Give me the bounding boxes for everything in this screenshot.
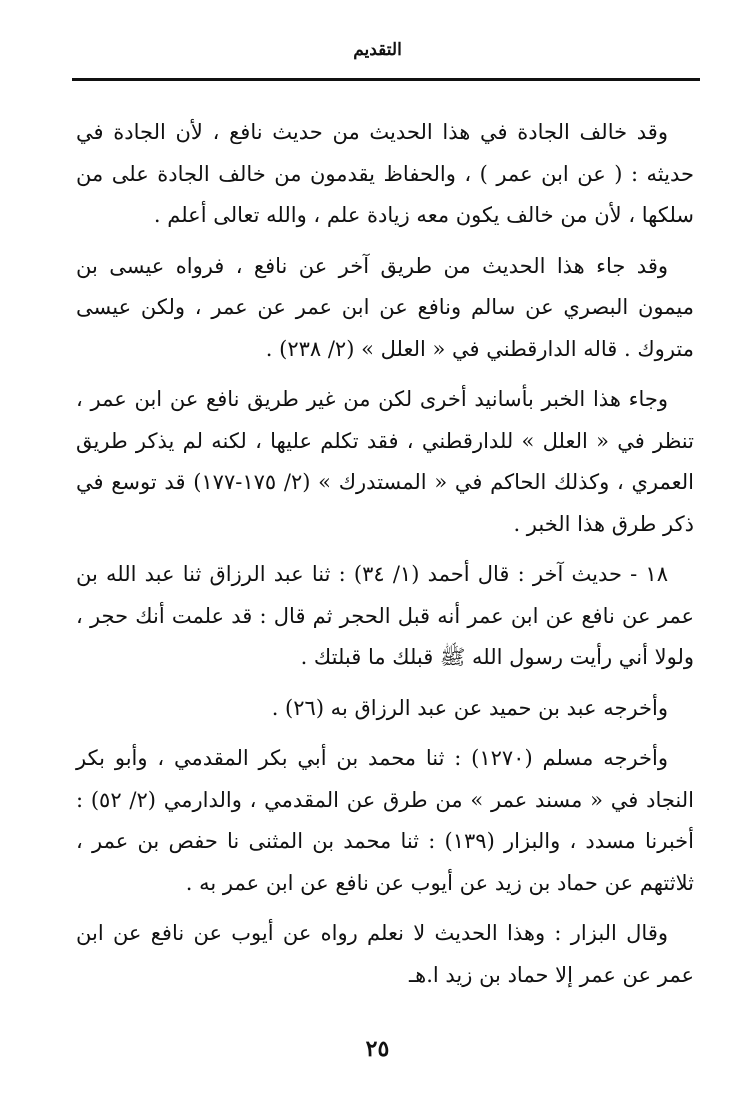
paragraph: وأخرجه مسلم (١٢٧٠) : ثنا محمد بن أبي بكر المقدمي ، وأبو بكر النجاد في « مسند عمر » من طرق عن المقدمي ، والدارمي (٢/ ٥٢) : أخبرنا مسدد ، والبزار (١٣٩) : ثنا محمد بن المثنى نا حفص بن عمر ، ثلاثتهم عن حماد بن زيد عن أيوب عن نافع عن ابن عمر به . [76,746,694,895]
page-body [76,112,694,996]
paragraph: وقال البزار : وهذا الحديث لا نعلم رواه عن أيوب عن نافع عن ابن عمر عن عمر إلا حماد بن زيد ا.هـ [76,921,694,987]
page-number: ٢٥ [365,1036,390,1062]
header-divider [72,78,700,81]
paragraph: وجاء هذا الخبر بأسانيد أخرى لكن من غير طريق نافع عن ابن عمر ، تنظر في « العلل » للدارقطني ، فقد تكلم عليها ، لكنه لم يذكر طريق العمري ، وكذلك الحاكم في « المستدرك » (٢/ ١٧٥-١٧٧) قد توسع في ذكر طرق هذا الخبر . [76,387,694,536]
paragraph: وأخرجه عبد بن حميد عن عبد الرزاق به (٢٦) . [271,695,668,720]
hadith-entry-paragraph: ١٨ - حديث آخر : قال أحمد (١/ ٣٤) : ثنا عبد الرزاق ثنا عبد الله بن عمر عن نافع عن ابن عمر أنه قبل الحجر ثم قال : قد علمت أنك حجر ، ولولا أني رأيت رسول الله ﷺ قبلك ما قبلتك . [76,562,694,669]
page-header-title: التقديم [353,40,402,60]
paragraph: وقد خالف الجادة في هذا الحديث من حديث نافع ، لأن الجادة في حديثه : ( عن ابن عمر ) ، والحفاظ يقدمون من خالف الجادة على من سلكها ، لأن من خالف يكون معه زيادة علم ، والله تعالى أعلم . [76,120,694,227]
paragraph: وقد جاء هذا الحديث من طريق آخر عن نافع ، فرواه عيسى بن ميمون البصري عن سالم ونافع عن ابن عمر عن عمر ، ولكن عيسى متروك . قاله الدارقطني في « العلل » (٢/ ٢٣٨) . [76,253,694,361]
